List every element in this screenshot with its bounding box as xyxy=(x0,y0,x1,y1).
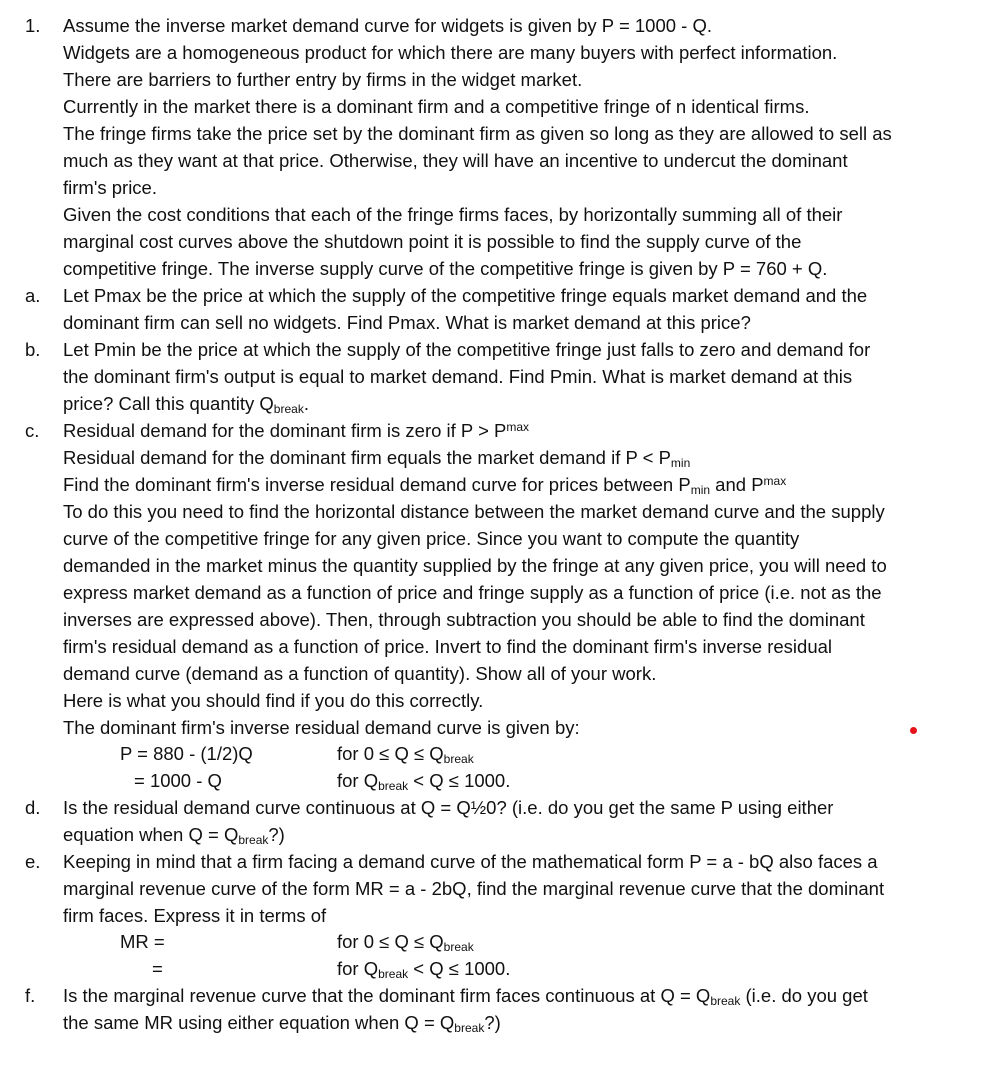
residual-demand-eq2-right: for $Q_{break} < Q \le 1000$. xyxy=(337,770,511,793)
part-e-line: firm faces. Express it in terms of xyxy=(63,905,327,926)
part-c-body-line: To do this you need to find the horizontal distance between the market demand curve and the supply xyxy=(63,501,885,522)
part-d-marker: d. xyxy=(25,797,41,818)
part-e-line: marginal revenue curve of the form MR = a - 2bQ, find the marginal revenue curve that the dominant xyxy=(63,878,885,899)
part-c-body-line: The dominant firm's inverse residual demand curve is given by: xyxy=(63,717,580,738)
part-b-marker: b. xyxy=(25,339,41,360)
residual-demand-eq1-left: P = 880 - (1/2)Q xyxy=(120,743,253,764)
intro-line: The fringe firms take the price set by the dominant firm as given so long as they are allowed to sell as xyxy=(63,123,892,144)
part-b-line-last: price? Call this quantity $Q_{break}$. xyxy=(63,393,309,416)
part-a-line: dominant firm can sell no widgets. Find Pmax. What is market demand at this price? xyxy=(63,312,751,333)
part-c-marker: c. xyxy=(25,420,40,441)
residual-demand-eq1-right: for $0 \le Q \le Q_{break}$ xyxy=(337,743,474,766)
part-a-line: Let Pmax be the price at which the supply of the competitive fringe equals market demand and the xyxy=(63,285,868,306)
part-c-line-pmin: Residual demand for the dominant firm equals the market demand if $P < P_{min}$ xyxy=(63,447,691,470)
intro-line: Widgets are a homogeneous product for which there are many buyers with perfect information. xyxy=(63,42,838,63)
part-c-body-line: inverses are expressed above). Then, through subtraction you should be able to find the dominant xyxy=(63,609,865,630)
mr-eq2-right: for $Q_{break} < Q \le 1000$. xyxy=(337,958,511,981)
part-c-body-line: express market demand as a function of price and fringe supply as a function of price (i.e. not as the xyxy=(63,582,882,603)
intro-line: Given the cost conditions that each of the fringe firms faces, by horizontally summing all of their xyxy=(63,204,843,225)
intro-line: firm's price. xyxy=(63,177,157,198)
annotation-dot xyxy=(910,727,917,734)
part-c-body-line: Here is what you should find if you do this correctly. xyxy=(63,690,484,711)
intro-line: Assume the inverse market demand curve for widgets is given by P = 1000 - Q. xyxy=(63,15,713,36)
part-c-body-line: curve of the competitive fringe for any given price. Since you want to compute the quantity xyxy=(63,528,800,549)
part-c-body-line: firm's residual demand as a function of price. Invert to find the dominant firm's inverse residual xyxy=(63,636,833,657)
intro-line: There are barriers to further entry by firms in the widget market. xyxy=(63,69,583,90)
part-d-line: Is the residual demand curve continuous at Q = Q½0? (i.e. do you get the same P using either xyxy=(63,797,834,818)
part-b-line: Let Pmin be the price at which the supply of the competitive fringe just falls to zero and demand for xyxy=(63,339,871,360)
part-f-marker: f. xyxy=(25,985,36,1006)
part-f-line: the same MR using either equation when $Q = Q_{break}$?) xyxy=(63,1012,501,1035)
intro-line: marginal cost curves above the shutdown point it is possible to find the supply curve of the xyxy=(63,231,802,252)
intro-line: much as they want at that price. Otherwise, they will have an incentive to undercut the dominant xyxy=(63,150,848,171)
part-b-line: the dominant firm's output is equal to market demand. Find Pmin. What is market demand at this xyxy=(63,366,853,387)
part-c-body-line: demand curve (demand as a function of quantity). Show all of your work. xyxy=(63,663,657,684)
intro-line: competitive fringe. The inverse supply curve of the competitive fringe is given by P = 760 + Q. xyxy=(63,258,828,279)
intro-line: Currently in the market there is a dominant firm and a competitive fringe of n identical firms. xyxy=(63,96,810,117)
part-a-marker: a. xyxy=(25,285,41,306)
mr-eq1-right: for $0 \le Q \le Q_{break}$ xyxy=(337,931,474,954)
part-c-line-range: Find the dominant firm's inverse residual demand curve for prices between $P_{min}$ and $P^{max}$ xyxy=(63,474,787,497)
part-c-body-line: demanded in the market minus the quantity supplied by the fringe at any given price, you will need to xyxy=(63,555,887,576)
mr-eq2-left: = xyxy=(152,958,163,979)
part-e-marker: e. xyxy=(25,851,41,872)
part-e-line: Keeping in mind that a firm facing a demand curve of the mathematical form P = a - bQ also faces a xyxy=(63,851,878,872)
part-f-line: Is the marginal revenue curve that the dominant firm faces continuous at $Q = Q_{break}$ (i.e. do you get xyxy=(63,985,868,1008)
residual-demand-eq2-left: = 1000 - Q xyxy=(134,770,222,791)
mr-eq1-left: MR = xyxy=(120,931,165,952)
problem-number: 1. xyxy=(25,15,41,36)
part-d-line: equation when $Q = Q_{break}$?) xyxy=(63,824,285,847)
part-c-line-pmax: Residual demand for the dominant firm is zero if $P > P^{max}$ xyxy=(63,420,530,441)
